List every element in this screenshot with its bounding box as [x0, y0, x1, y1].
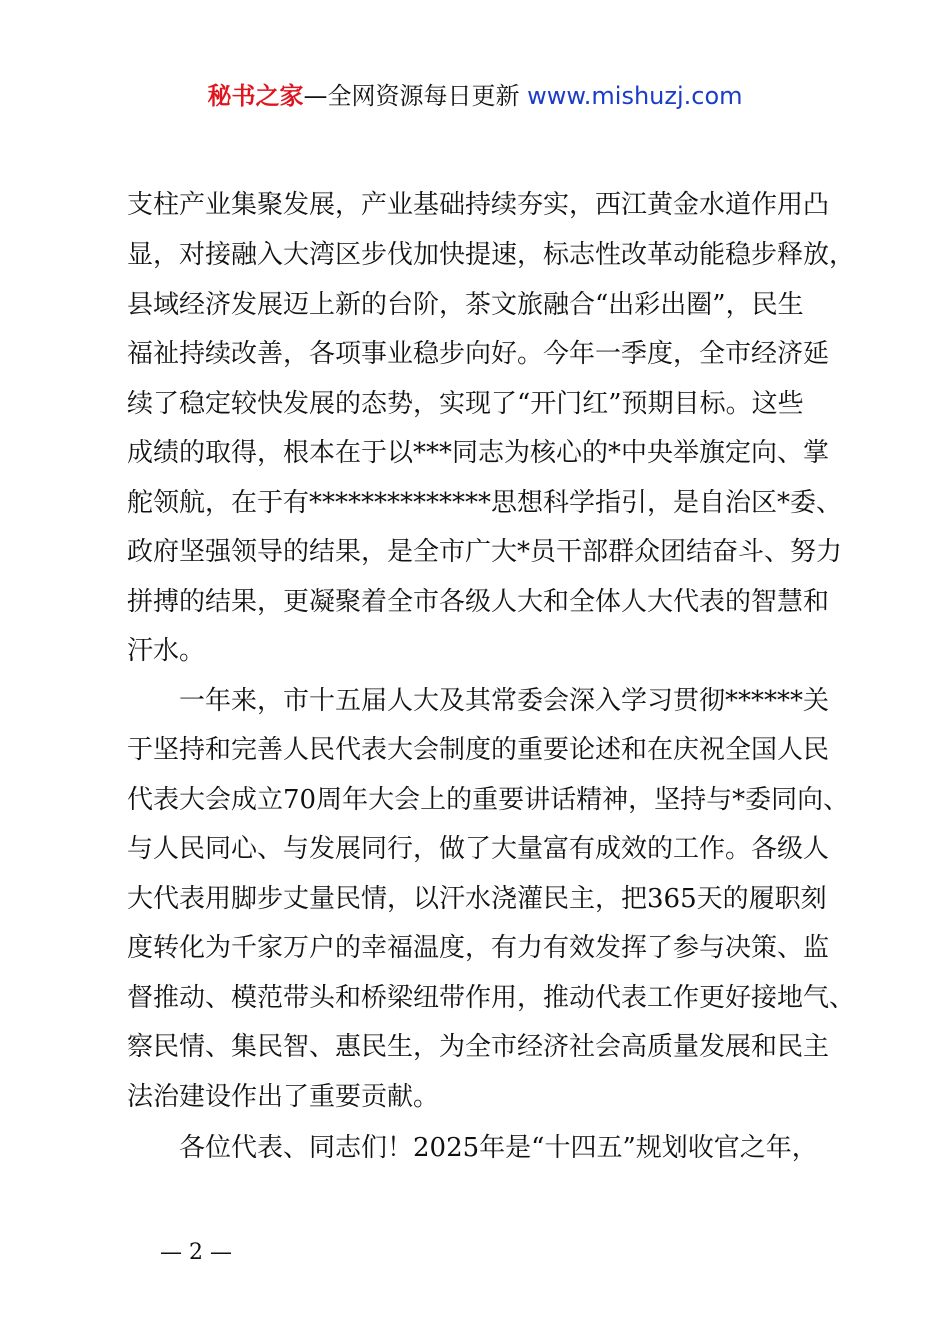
text-line: 度转化为千家万户的幸福温度，有力有效发挥了参与决策、监: [127, 933, 830, 963]
site-brand: 秘书之家: [207, 82, 304, 110]
text-line: 一年来，市十五届人大及其常委会深入学习贯彻******关: [127, 686, 830, 716]
text-line: 福祉持续改善，各项事业稳步向好。今年一季度，全市经济延: [127, 339, 830, 369]
text-line: 显，对接融入大湾区步伐加快提速，标志性改革动能稳步释放，: [127, 240, 856, 270]
text-line: 代表大会成立70周年大会上的重要讲话精神，坚持与*委同向、: [127, 785, 850, 815]
text-line: 舵领航，在于有**************思想科学指引，是自治区*委、: [127, 488, 843, 518]
text-line: 政府坚强领导的结果，是全市广大*员干部群众团结奋斗、努力: [127, 537, 843, 567]
site-tagline: —全网资源每日更新: [303, 82, 528, 110]
text-line: 续了稳定较快发展的态势，实现了“开门红”预期目标。这些: [127, 389, 804, 419]
text-line: 县域经济发展迈上新的台阶，茶文旅融合“出彩出圈”，民生: [127, 290, 804, 320]
page-number: — 2 —: [160, 1240, 232, 1265]
text-line: 察民情、集民智、惠民生，为全市经济社会高质量发展和民主: [127, 1032, 830, 1062]
site-url-link[interactable]: www.mishuzj.com: [527, 82, 743, 110]
text-line: 各位代表、同志们！2025年是“十四五”规划收官之年，: [127, 1133, 818, 1163]
text-line: 成绩的取得，根本在于以***同志为核心的*中央举旗定向、掌: [127, 438, 830, 468]
text-line: 支柱产业集聚发展，产业基础持续夯实，西江黄金水道作用凸: [127, 190, 830, 220]
text-line: 督推动、模范带头和桥梁纽带作用，推动代表工作更好接地气、: [127, 983, 856, 1013]
text-line: 汗水。: [127, 636, 206, 666]
site-header: [0, 80, 950, 112]
text-line: 拼搏的结果，更凝聚着全市各级人大和全体人大代表的智慧和: [127, 587, 830, 617]
text-line: 与人民同心、与发展同行，做了大量富有成效的工作。各级人: [127, 834, 830, 864]
text-line: 法治建设作出了重要贡献。: [127, 1082, 440, 1112]
text-line: 于坚持和完善人民代表大会制度的重要论述和在庆祝全国人民: [127, 735, 830, 765]
text-line: 大代表用脚步丈量民情，以汗水浇灌民主，把365天的履职刻: [127, 884, 827, 914]
